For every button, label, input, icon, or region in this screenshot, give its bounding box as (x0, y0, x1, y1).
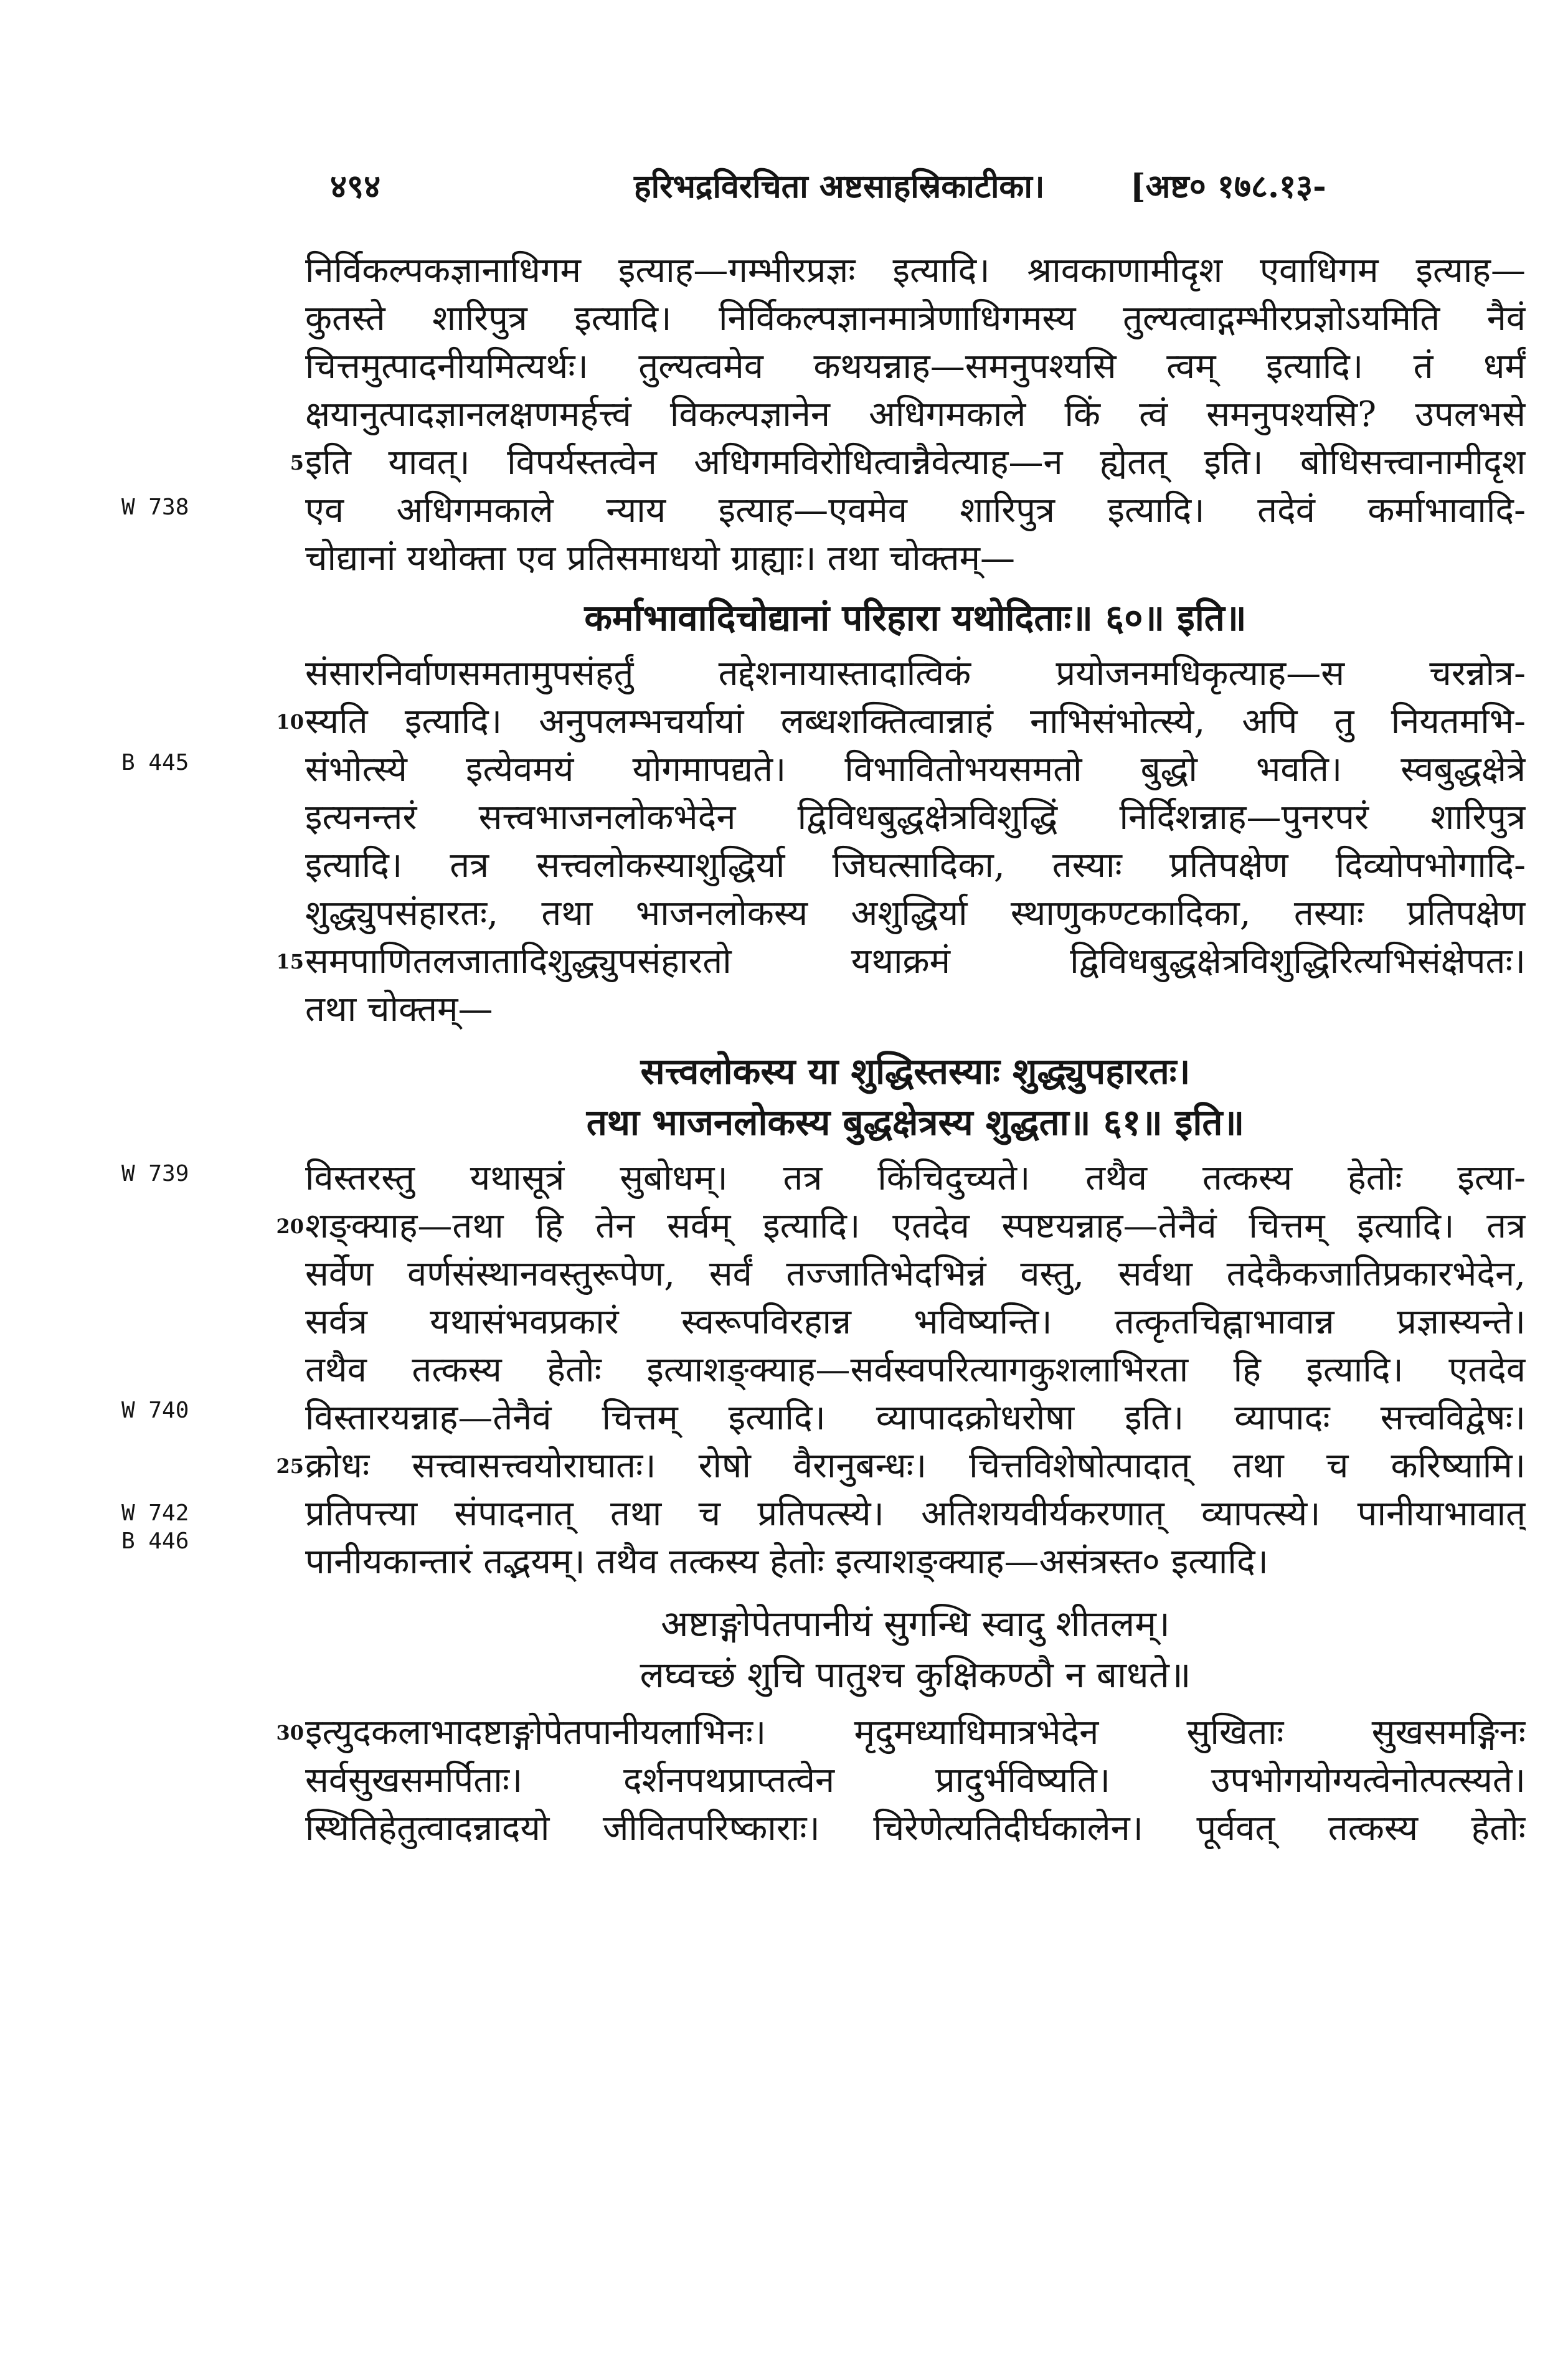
text-line: निर्विकल्पकज्ञानाधिगम इत्याह—गम्भीरप्रज्ञः इत्यादि। श्रावकाणामीदृश एवाधिगम इत्याह— (305, 250, 1526, 291)
line-number: 15 (276, 950, 304, 973)
text-line: संसारनिर्वाणसमतामुपसंहर्तुं तद्देशनायास्तादात्विकं प्रयोजनमधिकृत्याह—स चरन्नोत्र- (305, 653, 1526, 694)
margin-note: W 739 (121, 1161, 189, 1186)
text-line: स्यति इत्यादि। अनुपलम्भचर्यायां लब्धशक्तित्वान्नाहं नाभिसंभोत्स्ये, अपि तु नियतमभि- (305, 701, 1526, 742)
line-number: 30 (276, 1721, 304, 1745)
text-line: तथा चोक्तम्— (305, 989, 493, 1030)
text-line: पानीयकान्तारं तद्भयम्। तथैव तत्कस्य हेतोः इत्याशङ्क्याह—असंत्रस्त० इत्यादि। (305, 1542, 1268, 1582)
text-line: इत्यनन्तरं सत्त्वभाजनलोकभेदेन द्विविधबुद्धक्षेत्रविशुद्धिं निर्दिशन्नाह—पुनरपरं शारिपुत्र (305, 797, 1526, 838)
verse-line: तथा भाजनलोकस्य बुद्धक्षेत्रस्य शुद्धता॥ ६१॥ इति॥ (586, 1101, 1245, 1144)
line-number: 20 (276, 1215, 304, 1238)
margin-note: B 446 (121, 1528, 189, 1554)
text-line: प्रतिपत्त्या संपादनात् तथा च प्रतिपत्स्ये। अतिशयवीर्यकरणात् व्यापत्स्ये। पानीयाभावात् (305, 1494, 1526, 1534)
text-line: सर्वसुखसमर्पिताः। दर्शनपथप्राप्तत्वेन प्रादुर्भविष्यति। उपभोगयोग्यत्वेनोत्पत्स्यते। (305, 1760, 1526, 1801)
verse-line: कर्माभावादिचोद्यानां परिहारा यथोदिताः॥ ६०॥ इति॥ (584, 597, 1247, 639)
line-number: 25 (276, 1454, 304, 1478)
verse-line: लघ्वच्छं शुचि पातुश्च कुक्षिकण्ठौ न बाधते॥ (640, 1654, 1191, 1696)
margin-note: W 738 (121, 495, 189, 520)
text-line: समपाणितलजातादिशुद्ध्युपसंहारतो यथाक्रमं द्विविधबुद्धक्षेत्रविशुद्धिरित्यभिसंक्षेपतः। (305, 941, 1526, 982)
text-line: इत्यादि। तत्र सत्त्वलोकस्याशुद्धिर्या जिघत्सादिका, तस्याः प्रतिपक्षेण दिव्योपभोगादि- (305, 845, 1526, 886)
running-header (293, 163, 1507, 219)
section-reference: [अष्ट० १७८.१३- (1130, 168, 1326, 206)
line-number: 5 (290, 451, 304, 475)
text-line: शङ्क्याह—तथा हि तेन सर्वम् इत्यादि। एतदेव स्पष्टयन्नाह—तेनैवं चित्तम् इत्यादि। तत्र (305, 1206, 1526, 1246)
text-line: कुतस्ते शारिपुत्र इत्यादि। निर्विकल्पज्ञानमात्रेणाधिगमस्य तुल्यत्वाद्गम्भीरप्रज्ञोऽयमिति नैवं (305, 298, 1526, 339)
text-line: सर्वत्र यथासंभवप्रकारं स्वरूपविरहान्न भविष्यन्ति। तत्कृतचिह्नाभावान्न प्रज्ञास्यन्ते। (305, 1302, 1526, 1342)
text-line: क्षयानुत्पादज्ञानलक्षणमर्हत्त्वं विकल्पज्ञानेन अधिगमकाले किं त्वं समनुपश्यसि? उपलभसे (305, 394, 1526, 435)
page-number: ४९४ (330, 168, 381, 206)
margin-note: W 740 (121, 1398, 189, 1423)
text-line: इति यावत्। विपर्यस्तत्वेन अधिगमविरोधित्वान्नैवेत्याह—न ह्येतत् इति। बोधिसत्त्वानामीदृश (305, 442, 1526, 483)
line-number: 10 (276, 710, 304, 734)
verse-line: सत्त्वलोकस्य या शुद्धिस्तस्याः शुद्ध्युपहारतः। (640, 1050, 1191, 1092)
margin-note: W 742 (121, 1500, 189, 1526)
text-line: संभोत्स्ये इत्येवमयं योगमापद्यते। विभावितोभयसमतो बुद्धो भवति। स्वबुद्धक्षेत्रे (305, 749, 1526, 790)
text-line: शुद्ध्युपसंहारतः, तथा भाजनलोकस्य अशुद्धिर्या स्थाणुकण्टकादिका, तस्याः प्रतिपक्षेण (305, 893, 1526, 934)
text-line: तथैव तत्कस्य हेतोः इत्याशङ्क्याह—सर्वस्वपरित्यागकुशलाभिरता हि इत्यादि। एतदेव (305, 1350, 1526, 1390)
margin-note: B 445 (121, 750, 189, 775)
text-line: इत्युदकलाभादष्टाङ्गोपेतपानीयलाभिनः। मृदुमध्याधिमात्रभेदेन सुखिताः सुखसमङ्गिनः (305, 1712, 1526, 1753)
text-line: विस्तरस्तु यथासूत्रं सुबोधम्। तत्र किंचिदुच्यते। तथैव तत्कस्य हेतोः इत्या- (305, 1158, 1526, 1198)
text-line: सर्वेण वर्णसंस्थानवस्तुरूपेण, सर्वं तज्जातिभेदभिन्नं वस्तु, सर्वथा तदेकैकजातिप्रकारभेदेन, (305, 1254, 1526, 1294)
text-line: विस्तारयन्नाह—तेनैवं चित्तम् इत्यादि। व्यापादक्रोधरोषा इति। व्यापादः सत्त्वविद्वेषः। (305, 1398, 1526, 1438)
text-line: चोद्यानां यथोक्ता एव प्रतिसमाधयो ग्राह्याः। तथा चोक्तम्— (305, 538, 1016, 579)
text-line: स्थितिहेतुत्वादन्नादयो जीवितपरिष्काराः। चिरेणेत्यतिदीर्घकालेन। पूर्ववत् तत्कस्य हेतोः (305, 1808, 1526, 1849)
text-line: चित्तमुत्पादनीयमित्यर्थः। तुल्यत्वमेव कथयन्नाह—समनुपश्यसि त्वम् इत्यादि। तं धर्मं (305, 346, 1526, 387)
running-title: हरिभद्रविरचिता अष्टसाहस्रिकाटीका। (634, 168, 1045, 206)
text-line: एव अधिगमकाले न्याय इत्याह—एवमेव शारिपुत्र इत्यादि। तदेवं कर्माभावादि- (305, 490, 1526, 531)
text-line: क्रोधः सत्त्वासत्त्वयोराघातः। रोषो वैरानुबन्धः। चित्तविशेषोत्पादात् तथा च करिष्यामि। (305, 1446, 1526, 1486)
verse-line: अष्टाङ्गोपेतपानीयं सुगन्धि स्वादु शीतलम्। (661, 1603, 1170, 1645)
